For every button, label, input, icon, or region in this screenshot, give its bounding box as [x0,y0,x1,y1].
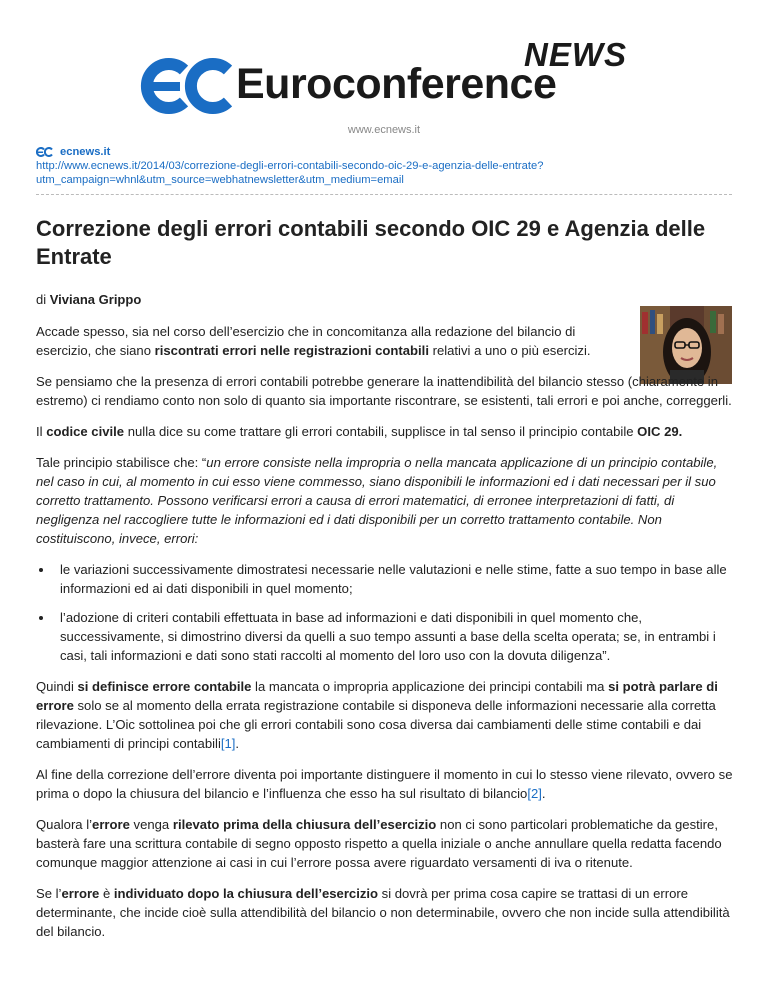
byline-prefix: di [36,292,47,307]
source-url-line1[interactable]: http://www.ecnews.it/2014/03/correzione-degli-errori-contabili-secondo-oic-29-e-agenzia-delle-entrate? [36,160,544,172]
exceptions-list [36,560,734,665]
author-name: Viviana Grippo [49,292,142,307]
paragraph-6: Al fine della correzione dell’errore diventa poi importante distinguere il momento in cui lo stesso viene rilevato, ovvero se prima o dopo la chiusura del bilancio e l’influenza che esso ha sul risultato di bilancio[2]. [36,767,733,801]
source-url-line2[interactable]: utm_campaign=whnl&utm_source=webhatnewsletter&utm_medium=email [36,174,404,186]
paragraph-7: Qualora l’errore venga rilevato prima della chiusura dell’esercizio non ci sono particolari problematiche da gestire, basterà fare una scrittura contabile di segno opposto rispetto a quella iniziale o anche annullare quella redatta facendo comunque maggior attenzione ai casi in cui l’errore possa avere riguardato versamenti di iva o ritenute. [36,817,722,870]
site-url[interactable]: www.ecnews.it [347,124,421,136]
paragraph-1: Accade spesso, sia nel corso dell’esercizio che in concomitanza alla redazione del bilancio di esercizio, che siano riscontrati errori nelle registrazioni contabili relativi a uno o più esercizi. [36,324,591,358]
euroconference-news-logo[interactable] [140,38,630,118]
ec-logo-icon [140,56,232,114]
footnote-link-2[interactable]: [2] [527,786,542,801]
paragraph-5: Quindi si definisce errore contabile la mancata o impropria applicazione dei principi contabili ma si potrà parlare di errore solo se al momento della errata registrazione contabile si disponeva delle informazioni necessarie alla corretta rilevazione. L’Oic sottolinea poi che gli errori contabili sono cosa diversa dai cambiamenti delle stime contabili e dai cambiamenti di principi contabili[1]. [36,679,718,751]
paragraph-4: Tale principio stabilisce che: “un errore consiste nella impropria o nella mancata applicazione di un principio contabile, nel caso in cui, al momento in cui esso viene commesso, siano disponibili le informazioni ed i dati necessari per il suo corretto trattamento. Possono verificarsi errori a causa di errori matematici, di erronee interpretazioni di fatti, di negligenza nel raccogliere tutte le informazioni ed i dati disponibili per un corretto trattamento contabile. Non costituiscono, invece, errori: [36,455,718,546]
brand-name: Euroconference [236,60,557,108]
news-label: NEWS [524,36,627,73]
paragraph-8: Se l’errore è individuato dopo la chiusura dell’esercizio si dovrà per prima cosa capire se trattasi di un errore determinante, che incide cioè sulla attendibilità del bilancio o non determinabile, ovvero che non incide sulla attendibilità del bilancio. [36,886,730,939]
list-item: • le variazioni successivamente dimostratesi necessarie nelle valutazioni e nelle stime, fatte a suo tempo in base alle informazioni ed ai dati disponibili in quel momento; [54,560,734,598]
list-item: • l’adozione di criteri contabili effettuata in base ad informazioni e dati disponibili in quel momento che, successivamente, si dimostrino diversi da quelli a suo tempo assunti a base della scelta operata; se, in entrambi i casi, tali informazioni e dati sono stati raccolti al momento del loro uso con la dovuta diligenza”. [54,608,734,665]
divider [36,194,732,195]
footnote-link-1[interactable]: [1] [220,736,236,751]
ec-small-icon [36,147,54,157]
byline [36,292,141,307]
source-block [36,145,736,187]
article-title: Correzione degli errori contabili secondo OIC 29 e Agenzia delle Entrate [36,216,706,269]
source-name[interactable]: ecnews.it [60,146,111,158]
paragraph-3: Il codice civile nulla dice su come trattare gli errori contabili, supplisce in tal senso il principio contabile OIC 29. [36,424,683,439]
paragraph-2: Se pensiamo che la presenza di errori contabili potrebbe generare la inattendibilità del bilancio stesso (chiaramente in estremo) ci rendiamo conto non solo di quanto sia importante riscontrare, se esistenti, tali errori e poi anche, correggerli. [36,374,732,408]
article-body [36,322,734,953]
